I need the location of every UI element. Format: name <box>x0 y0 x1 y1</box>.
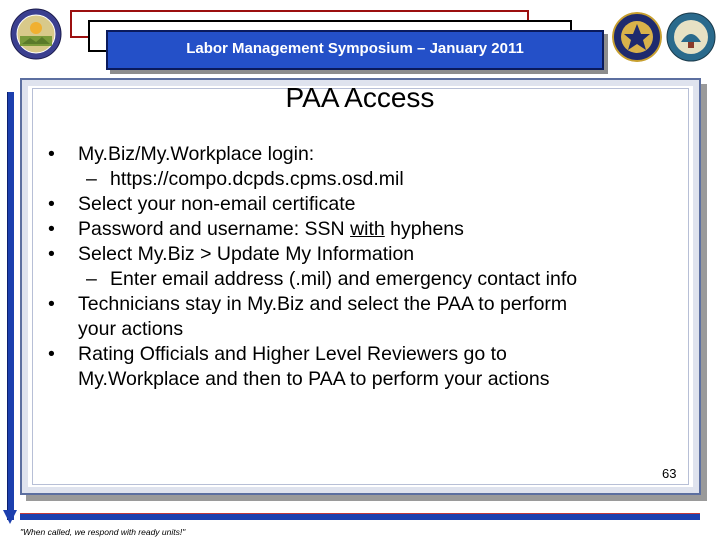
page-number: 63 <box>662 466 677 481</box>
bullet-update-info: • Select My.Biz > Update My Information <box>42 242 692 267</box>
banner-title: Labor Management Symposium – January 2011 <box>186 40 524 57</box>
bullet-list <box>42 142 692 392</box>
bottom-horizontal-bar <box>20 513 700 520</box>
bullet-login: • My.Biz/My.Workplace login: <box>42 142 692 167</box>
sub-bullet-email: – Enter email address (.mil) and emergency contact info <box>42 267 692 292</box>
left-bar-arrow-icon <box>3 510 17 524</box>
bullet-rating-officials: • Rating Officials and Higher Level Reviewers go to My.Workplace and then to PAA to perform your actions <box>42 342 692 392</box>
bullet-certificate: • Select your non-email certificate <box>42 192 692 217</box>
slide-title: PAA Access <box>285 82 435 113</box>
national-guard-seal <box>612 12 662 62</box>
bullet-password: • Password and username: SSN with hyphens <box>42 217 692 242</box>
footer-motto: "When called, we respond with ready units!" <box>20 527 186 537</box>
ohio-state-seal <box>10 8 62 60</box>
left-vertical-bar <box>7 92 14 520</box>
banner <box>106 30 604 70</box>
sub-bullet-url: – https://compo.dcpds.cpms.osd.mil <box>42 167 692 192</box>
army-seal <box>666 12 716 62</box>
bullet-technicians: • Technicians stay in My.Biz and select the PAA to perform your actions <box>42 292 692 342</box>
